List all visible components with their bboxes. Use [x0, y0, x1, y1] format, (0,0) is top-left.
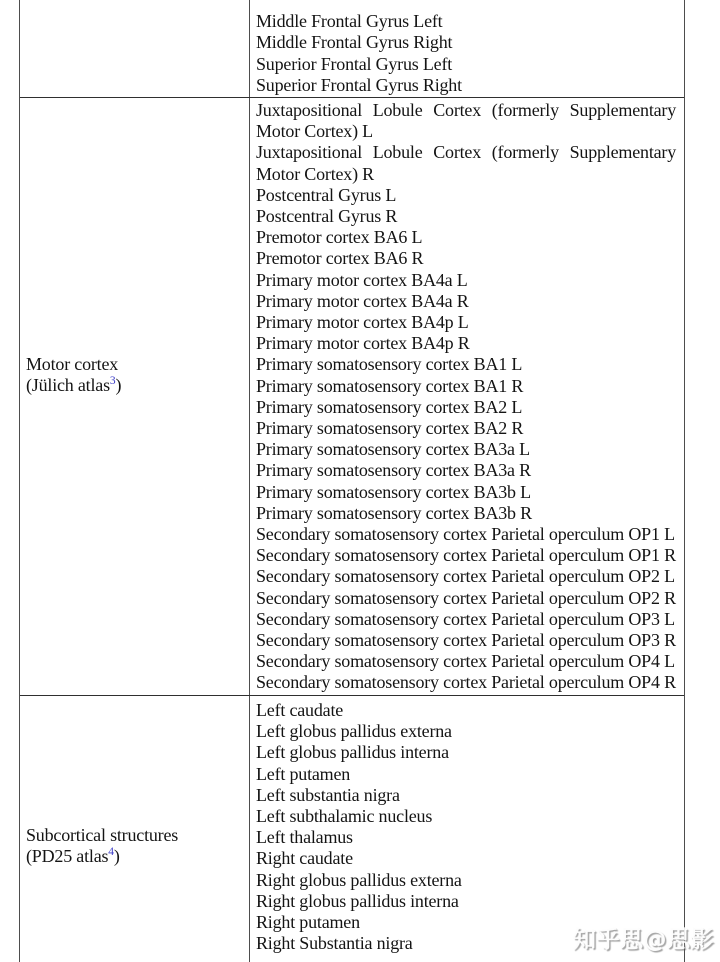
- region-line: Middle Frontal Gyrus Left: [256, 11, 443, 32]
- region-line: Secondary somatosensory cortex Parietal operculum OP3 R: [256, 630, 676, 651]
- region-line: Postcentral Gyrus L: [256, 184, 397, 205]
- category-name: Motor cortex: [26, 354, 119, 374]
- region-line: Premotor cortex BA6 L: [256, 227, 423, 248]
- region-line: Right globus pallidus externa: [256, 869, 462, 890]
- region-line: Left globus pallidus externa: [256, 721, 452, 742]
- atlas-close-paren: ): [113, 846, 120, 867]
- region-line: Superior Frontal Gyrus Left: [256, 53, 453, 74]
- region-line: Middle Frontal Gyrus Right: [256, 32, 453, 53]
- regions-cell: [250, 696, 684, 962]
- region-line: Primary motor cortex BA4a R: [256, 290, 469, 311]
- region-line: Primary motor cortex BA4p L: [256, 312, 469, 333]
- region-line: Left caudate: [256, 700, 344, 720]
- regions-cell: [250, 98, 684, 695]
- region-line: Motor Cortex) R: [256, 163, 374, 184]
- region-line: Primary somatosensory cortex BA1 L: [256, 354, 523, 375]
- region-line: Right putamen: [256, 912, 360, 933]
- table-row-subcortical-structures: [20, 696, 684, 962]
- region-line: Primary somatosensory cortex BA3a R: [256, 460, 531, 481]
- region-line: Primary somatosensory cortex BA3b R: [256, 502, 532, 523]
- region-line: Primary somatosensory cortex BA3b L: [256, 481, 531, 502]
- region-line: Primary motor cortex BA4a L: [256, 269, 468, 290]
- region-line: Secondary somatosensory cortex Parietal operculum OP4 L: [256, 651, 675, 672]
- category-label: [26, 354, 249, 396]
- atlas-close-paren: ): [115, 375, 122, 396]
- region-line: Secondary somatosensory cortex Parietal operculum OP1 R: [256, 545, 676, 566]
- region-line: Right Substantia nigra: [256, 933, 413, 954]
- atlas-name: (Jülich atlas: [26, 375, 110, 396]
- regions-cell: [250, 0, 684, 97]
- region-line: Left putamen: [256, 763, 351, 784]
- region-line: Primary somatosensory cortex BA2 R: [256, 418, 524, 439]
- category-cell-subcortical: [20, 696, 250, 962]
- region-line: Primary somatosensory cortex BA1 R: [256, 375, 524, 396]
- region-line: Superior Frontal Gyrus Right: [256, 74, 462, 95]
- region-line: Postcentral Gyrus R: [256, 206, 398, 227]
- region-line: Secondary somatosensory cortex Parietal operculum OP2 L: [256, 566, 675, 587]
- category-atlas: [26, 846, 249, 867]
- region-line: Left thalamus: [256, 827, 353, 848]
- region-line: Primary somatosensory cortex BA3a L: [256, 439, 530, 460]
- region-line: Secondary somatosensory cortex Parietal operculum OP3 L: [256, 608, 675, 629]
- region-line: Primary somatosensory cortex BA2 L: [256, 396, 523, 417]
- atlas-reference-link[interactable]: 3: [109, 375, 116, 388]
- region-line: Juxtapositional Lobule Cortex (formerly Supplementary: [256, 142, 676, 163]
- category-cell-motor-cortex: [20, 98, 250, 695]
- table-row-motor-cortex: [20, 98, 684, 696]
- region-line: Motor Cortex) L: [256, 121, 373, 142]
- region-line: Left substantia nigra: [256, 784, 400, 805]
- region-line: Right caudate: [256, 848, 353, 869]
- atlas-reference-link[interactable]: 4: [108, 846, 114, 859]
- region-line: Secondary somatosensory cortex Parietal operculum OP4 R: [256, 672, 676, 693]
- category-cell-empty: [20, 0, 250, 97]
- region-line: Primary motor cortex BA4p R: [256, 333, 470, 354]
- region-line: Juxtapositional Lobule Cortex (formerly Supplementary: [256, 100, 676, 120]
- category-label: [26, 825, 249, 867]
- region-line: Left globus pallidus interna: [256, 742, 449, 763]
- brain-regions-table: [19, 0, 685, 962]
- region-line: Secondary somatosensory cortex Parietal operculum OP1 L: [256, 524, 675, 545]
- region-line: Premotor cortex BA6 R: [256, 248, 424, 269]
- atlas-name: (PD25 atlas: [26, 846, 109, 867]
- region-line: Left subthalamic nucleus: [256, 806, 433, 827]
- table-row-frontal-gyri-partial: [20, 0, 684, 98]
- category-atlas: [26, 375, 249, 396]
- category-name: Subcortical structures: [26, 825, 179, 845]
- region-line: Right globus pallidus interna: [256, 890, 459, 911]
- zhihu-watermark: 知乎思@思影: [573, 927, 714, 953]
- region-line: Secondary somatosensory cortex Parietal operculum OP2 R: [256, 587, 676, 608]
